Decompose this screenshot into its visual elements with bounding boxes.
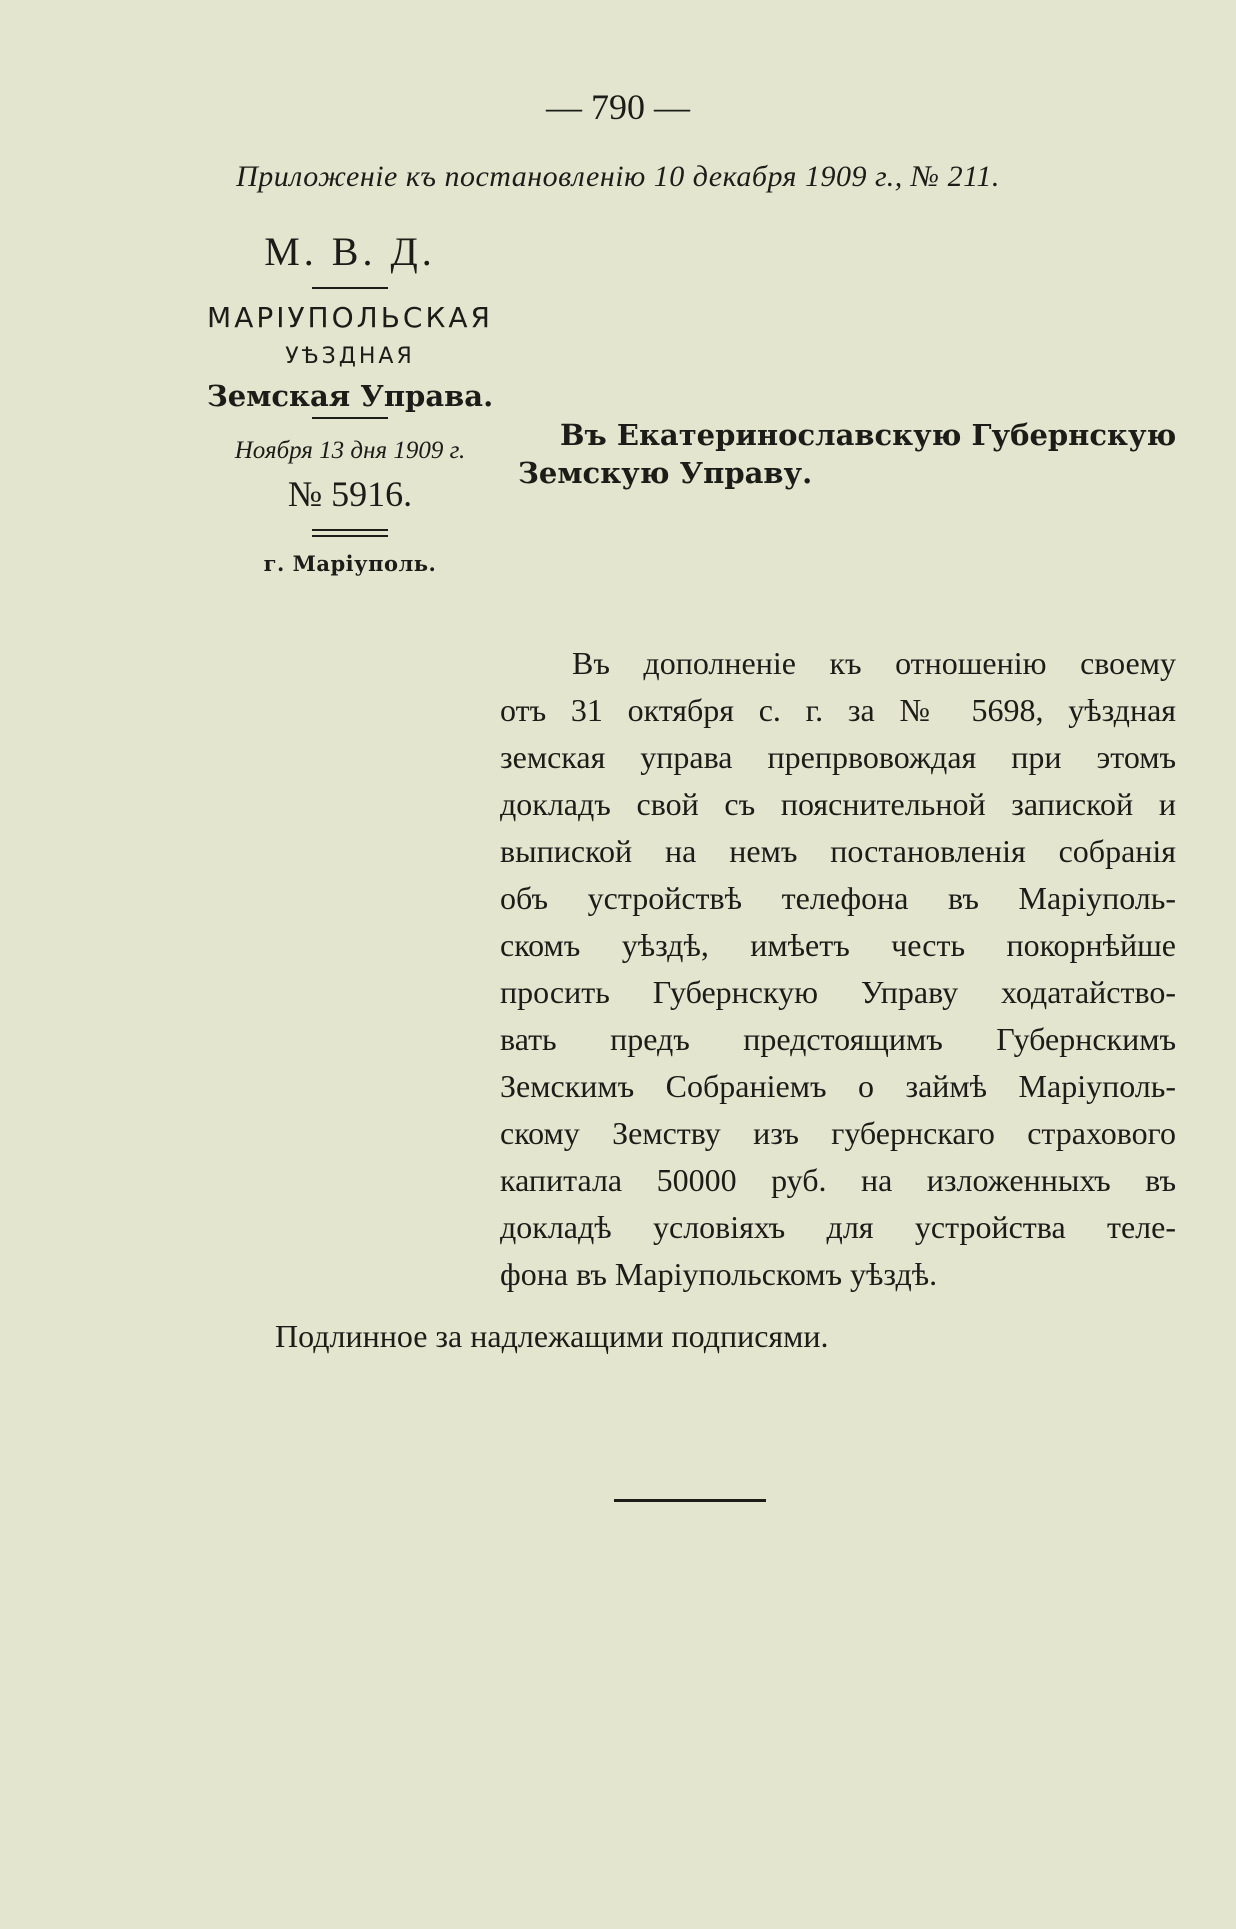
body-line: отъ 31 октября с. г. за № 5698, уѣздная: [500, 692, 1176, 728]
divider: [312, 417, 388, 419]
body-line: вать предъ предстоящимъ Губернскимъ: [500, 1021, 1176, 1057]
sender-city: г. Маріуполь.: [263, 551, 437, 576]
ministry-header: М. В. Д.: [264, 229, 436, 274]
double-divider: [312, 529, 388, 537]
body-line: Въ дополненіе къ отношенію своему: [572, 645, 1176, 681]
body-line: капитала 50000 руб. на изложенныхъ въ: [500, 1162, 1176, 1198]
page-number: — 790 —: [546, 87, 690, 127]
closing-line: Подлинное за надлежащими подписями.: [275, 1318, 829, 1354]
sender-block: [180, 228, 520, 576]
divider: [312, 287, 388, 289]
addressee: [518, 416, 1178, 492]
sender-org-line1: МАРІУПОЛЬСКАЯ: [207, 301, 493, 334]
sender-org-line2: УѢЗДНАЯ: [285, 344, 415, 369]
body-line: объ устройствѣ телефона въ Маріуполь-: [500, 880, 1176, 916]
end-divider: [614, 1499, 766, 1502]
appendix-note: Приложеніе къ постановленію 10 декабря 1909 г., № 211.: [236, 160, 1000, 193]
addressee-line1: Въ Екатеринославскую Губернскую: [560, 418, 1177, 452]
letter-body: [500, 640, 1176, 1298]
body-line: фона въ Маріупольскомъ уѣздѣ.: [500, 1256, 938, 1292]
body-line: Земскимъ Собраніемъ о займѣ Маріуполь-: [500, 1068, 1176, 1104]
body-line: просить Губернскую Управу ходатайство-: [500, 974, 1176, 1010]
sender-org-line3: Земская Управа.: [206, 379, 494, 413]
body-line: выпиской на немъ постановленія собранія: [500, 833, 1176, 869]
addressee-line2: Земскую Управу.: [518, 456, 813, 490]
body-line: скому Земству изъ губернскаго страхового: [500, 1115, 1176, 1151]
body-line: скомъ уѣздѣ, имѣетъ честь покорнѣйше: [500, 927, 1176, 963]
letter-number: № 5916.: [287, 474, 413, 514]
body-line: докладѣ условіяхъ для устройства теле-: [500, 1209, 1176, 1245]
body-line: докладъ свой съ пояснительной запиской и: [500, 786, 1176, 822]
letter-date: Ноября 13 дня 1909 г.: [234, 437, 466, 464]
body-line: земская управа препрвовождая при этомъ: [500, 739, 1176, 775]
